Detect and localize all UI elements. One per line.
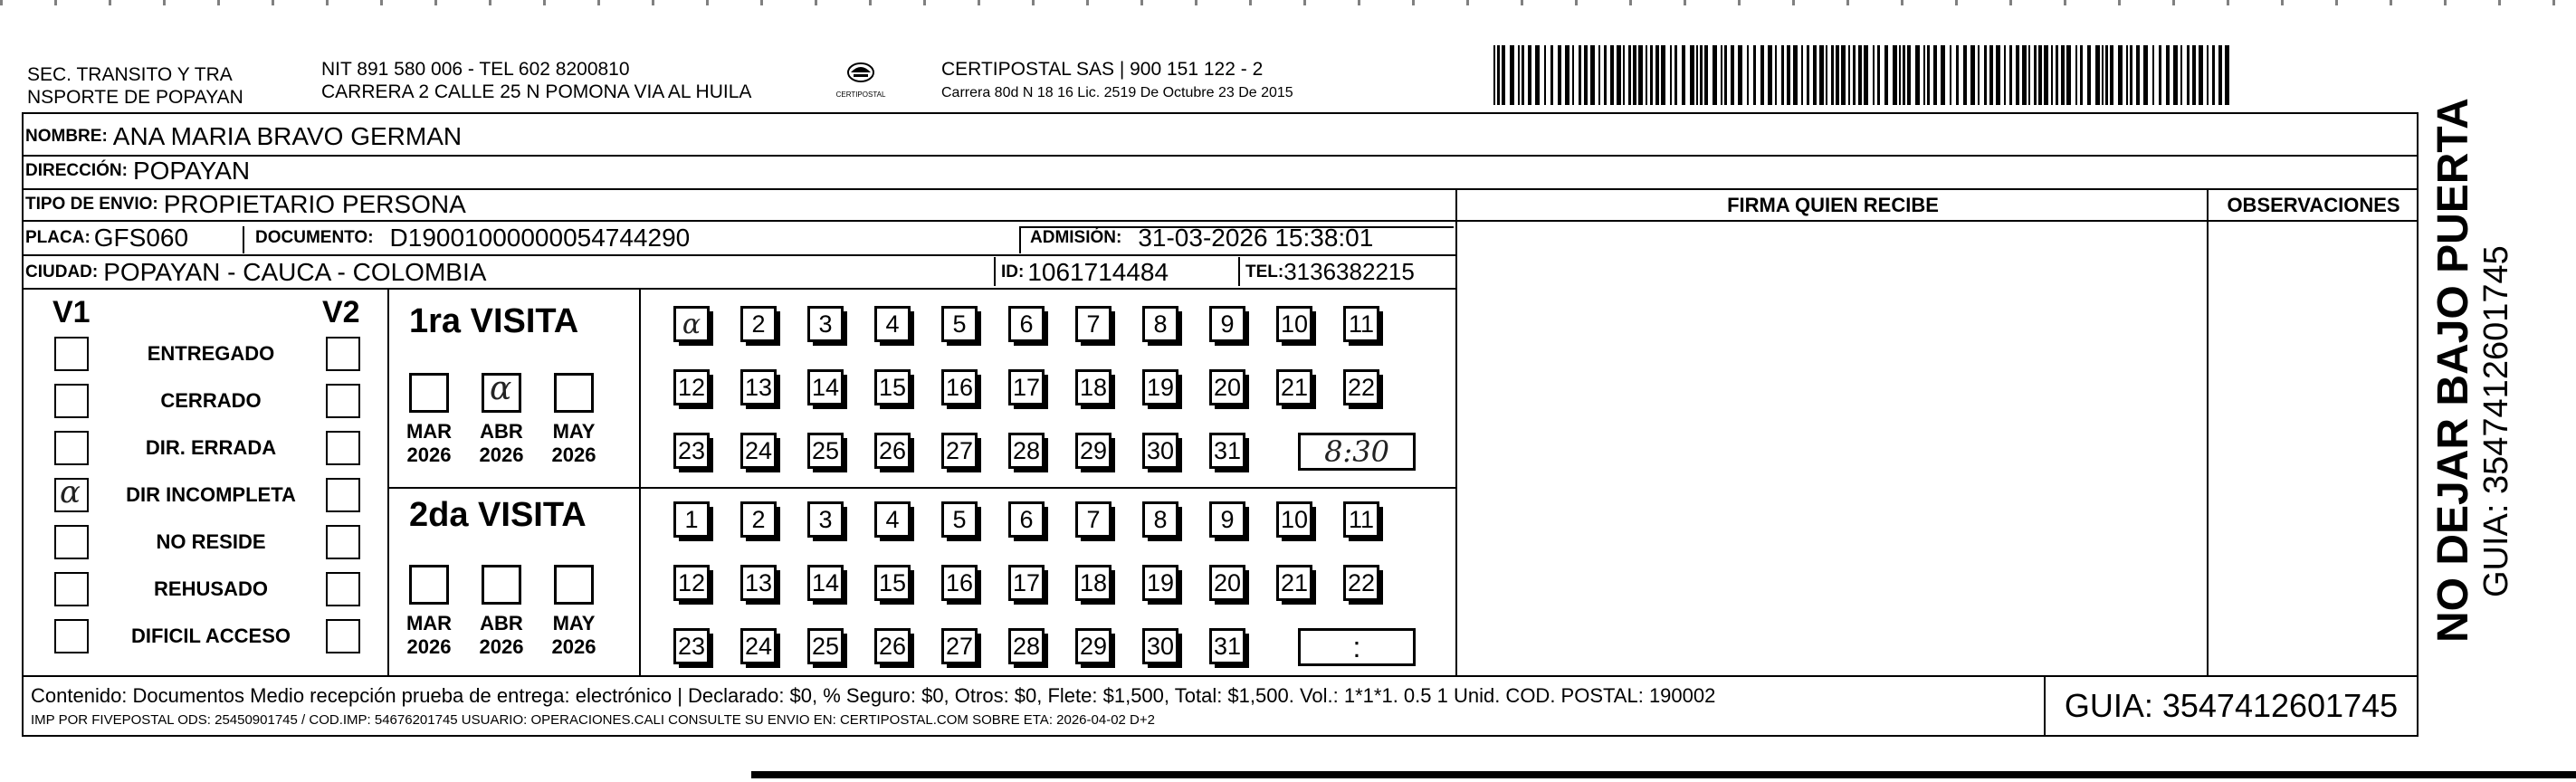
footer-imp: IMP POR FIVEPOSTAL ODS: 25450901745 / COD.IMP: 54676201745 USUARIO: OPERACIONES.CALI CONSULTE SU ENVIO EN: CERTIPOSTAL.COM SOBRE ETA: 2026-04-02 D+2 bbox=[31, 712, 1155, 728]
v2-checkbox[interactable] bbox=[326, 619, 360, 653]
observaciones-header: OBSERVACIONES bbox=[2227, 194, 2400, 216]
month-name: MAR bbox=[405, 612, 453, 634]
v1-checkbox[interactable] bbox=[54, 572, 89, 606]
month-year: 2026 bbox=[406, 635, 452, 658]
month-label bbox=[397, 420, 461, 467]
v1-checkbox[interactable] bbox=[54, 384, 89, 418]
side-title: NO DEJAR BAJO PUERTA bbox=[2429, 98, 2477, 643]
day-box[interactable]: 5 bbox=[941, 306, 978, 342]
day-box[interactable]: 16 bbox=[941, 565, 978, 601]
day-box[interactable]: 10 bbox=[1276, 306, 1312, 342]
day-box[interactable]: 22 bbox=[1343, 369, 1379, 405]
sender-line1: SEC. TRANSITO Y TRA bbox=[27, 64, 233, 85]
divider bbox=[22, 288, 1457, 290]
month-year: 2026 bbox=[551, 635, 596, 658]
time-box[interactable] bbox=[1298, 628, 1416, 666]
tipo-row bbox=[25, 189, 466, 219]
day-box[interactable]: 23 bbox=[673, 433, 710, 469]
month-year: 2026 bbox=[479, 635, 524, 658]
day-box[interactable]: 11 bbox=[1343, 501, 1379, 538]
month-checkbox[interactable] bbox=[482, 370, 521, 413]
firma-left-border bbox=[1455, 188, 1457, 677]
v1-checkbox[interactable] bbox=[54, 525, 89, 559]
v2-checkbox[interactable] bbox=[326, 384, 360, 418]
sender-block bbox=[27, 63, 243, 109]
v1-checkbox[interactable] bbox=[54, 619, 89, 653]
month-name: MAY bbox=[552, 420, 596, 443]
scan-edge-top bbox=[0, 0, 2576, 5]
time-box[interactable] bbox=[1298, 433, 1416, 471]
day-box[interactable]: 31 bbox=[1209, 433, 1245, 469]
month-checkbox[interactable] bbox=[482, 565, 521, 605]
nit-line: NIT 891 580 006 - TEL 602 8200810 bbox=[321, 59, 630, 80]
sender-line2: NSPORTE DE POPAYAN bbox=[27, 87, 243, 108]
day-box[interactable]: 14 bbox=[807, 565, 844, 601]
side-guia: GUIA: 3547412601745 bbox=[2477, 245, 2515, 597]
month-label bbox=[542, 420, 606, 467]
placa-row bbox=[25, 223, 188, 253]
month-year: 2026 bbox=[479, 443, 524, 466]
v1-label: V1 bbox=[52, 295, 91, 329]
footer-contenido: Contenido: Documentos Medio recepción prueba de entrega: electrónico | Declarado: $0, % Seguro: $0, Otros: $0, Flete: $1,500, Total: $1,500. Vol.: 1*1*1. 0.5 1 Unid. COD. POSTAL: 190002 bbox=[31, 684, 1716, 707]
day-box[interactable]: 25 bbox=[807, 433, 844, 469]
divider bbox=[243, 226, 244, 253]
observaciones-left-border bbox=[2207, 188, 2209, 677]
placa-label: PLACA: bbox=[25, 227, 91, 247]
day-box[interactable]: 13 bbox=[740, 565, 777, 601]
status-option-label: DIR. ERRADA bbox=[145, 436, 277, 459]
day-box[interactable]: 7 bbox=[1075, 501, 1111, 538]
documento-label: DOCUMENTO: bbox=[255, 227, 374, 247]
day-box[interactable]: 14 bbox=[807, 369, 844, 405]
divider bbox=[22, 155, 2419, 157]
day-box[interactable]: 9 bbox=[1209, 306, 1245, 342]
status-right-border bbox=[387, 290, 389, 677]
month-label bbox=[397, 612, 461, 659]
day-box[interactable]: 20 bbox=[1209, 565, 1245, 601]
status-option-label: DIFICIL ACCESO bbox=[130, 625, 291, 647]
day-box[interactable]: 26 bbox=[874, 628, 911, 664]
documento-value: D19001000000054744290 bbox=[389, 223, 691, 252]
v1-checkbox[interactable] bbox=[54, 474, 89, 512]
logo-text: CERTIPOSTAL bbox=[835, 91, 886, 99]
day-box[interactable]: 2 bbox=[740, 501, 777, 538]
month-name: ABR bbox=[480, 420, 523, 443]
day-box[interactable]: 27 bbox=[941, 628, 978, 664]
day-box[interactable]: 21 bbox=[1276, 565, 1312, 601]
divider bbox=[22, 254, 1457, 256]
day-box[interactable]: 28 bbox=[1008, 433, 1045, 469]
status-option-label: NO RESIDE bbox=[156, 530, 266, 553]
admision-row bbox=[1030, 223, 1373, 253]
status-option-label: CERRADO bbox=[160, 389, 262, 412]
day-box[interactable]: 17 bbox=[1008, 369, 1045, 405]
divider bbox=[22, 220, 2419, 222]
direccion-row bbox=[25, 156, 250, 186]
day-box[interactable]: 12 bbox=[673, 369, 710, 405]
day-box[interactable]: 4 bbox=[874, 501, 911, 538]
admision-label: ADMISIÓN: bbox=[1030, 227, 1122, 247]
tel-value: 3136382215 bbox=[1283, 258, 1415, 285]
day-box[interactable]: 30 bbox=[1142, 433, 1178, 469]
divider bbox=[994, 257, 996, 286]
visit1-title: 1ra VISITA bbox=[409, 302, 579, 340]
day-box[interactable]: 3 bbox=[807, 501, 844, 538]
time-value: 8:30 bbox=[1324, 434, 1389, 469]
address-line: CARRERA 2 CALLE 25 N POMONA VIA AL HUILA bbox=[321, 81, 752, 102]
ciudad-row bbox=[25, 257, 486, 287]
month-name: ABR bbox=[480, 612, 523, 634]
divider bbox=[639, 290, 641, 487]
day-box[interactable]: 27 bbox=[941, 433, 978, 469]
status-option-label: DIR INCOMPLETA bbox=[126, 483, 296, 506]
day-box[interactable]: 18 bbox=[1075, 565, 1111, 601]
ciudad-label: CIUDAD: bbox=[25, 262, 99, 281]
month-mark: α bbox=[490, 370, 512, 407]
v1-mark: α bbox=[60, 474, 81, 510]
day-box[interactable]: 3 bbox=[807, 306, 844, 342]
day-box[interactable]: 31 bbox=[1209, 628, 1245, 664]
day-box[interactable]: 20 bbox=[1209, 369, 1245, 405]
day-box[interactable]: 10 bbox=[1276, 501, 1312, 538]
month-year: 2026 bbox=[551, 443, 596, 466]
sender-contact bbox=[321, 58, 751, 103]
day-box[interactable]: 8 bbox=[1142, 501, 1178, 538]
admision-value: 31-03-2026 15:38:01 bbox=[1138, 223, 1374, 252]
v1-checkbox[interactable] bbox=[54, 337, 89, 371]
day-box[interactable]: 26 bbox=[874, 433, 911, 469]
day-box[interactable]: 5 bbox=[941, 501, 978, 538]
nombre-row bbox=[25, 121, 462, 151]
day-box[interactable]: 30 bbox=[1142, 628, 1178, 664]
time-value: : bbox=[1352, 630, 1361, 663]
day-box[interactable]: 6 bbox=[1008, 306, 1045, 342]
divider bbox=[1238, 257, 1240, 286]
day-box[interactable]: 29 bbox=[1075, 628, 1111, 664]
month-year: 2026 bbox=[406, 443, 452, 466]
day-box[interactable]: 2 bbox=[740, 306, 777, 342]
ciudad-value: POPAYAN - CAUCA - COLOMBIA bbox=[103, 257, 487, 286]
scan-edge-bottom bbox=[751, 771, 2576, 778]
month-label bbox=[470, 420, 533, 467]
company-license: Carrera 80d N 18 16 Lic. 2519 De Octubre 23 De 2015 bbox=[941, 85, 1293, 100]
footer-guia: GUIA: 3547412601745 bbox=[2064, 687, 2399, 724]
placa-value: GFS060 bbox=[93, 223, 189, 252]
day-box[interactable]: 19 bbox=[1142, 565, 1178, 601]
tipo-value: PROPIETARIO PERSONA bbox=[163, 189, 466, 218]
status-option-label: REHUSADO bbox=[154, 577, 268, 600]
day-box[interactable]: 9 bbox=[1209, 501, 1245, 538]
company-line: CERTIPOSTAL SAS | 900 151 122 - 2 bbox=[941, 59, 1264, 80]
firma-header: FIRMA QUIEN RECIBE bbox=[1727, 194, 1939, 216]
month-name: MAY bbox=[552, 612, 596, 634]
v2-checkbox[interactable] bbox=[326, 525, 360, 559]
nombre-value: ANA MARIA BRAVO GERMAN bbox=[112, 121, 463, 150]
day-box[interactable]: 21 bbox=[1276, 369, 1312, 405]
day-box[interactable]: 15 bbox=[874, 565, 911, 601]
id-label: ID: bbox=[1001, 262, 1025, 281]
day-box[interactable]: 12 bbox=[673, 565, 710, 601]
day-box[interactable] bbox=[673, 306, 710, 342]
documento-row bbox=[255, 223, 690, 253]
month-checkbox[interactable] bbox=[554, 565, 594, 605]
day-box[interactable]: 22 bbox=[1343, 565, 1379, 601]
day-box[interactable]: 6 bbox=[1008, 501, 1045, 538]
v1-checkbox[interactable] bbox=[54, 431, 89, 465]
day-box[interactable]: 18 bbox=[1075, 369, 1111, 405]
day-box[interactable]: 4 bbox=[874, 306, 911, 342]
month-name: MAR bbox=[405, 420, 453, 443]
day-mark: α bbox=[682, 308, 701, 340]
certipostal-logo bbox=[829, 54, 892, 109]
day-box[interactable]: 7 bbox=[1075, 306, 1111, 342]
tel-row bbox=[1245, 257, 1415, 287]
day-box[interactable]: 29 bbox=[1075, 433, 1111, 469]
day-box[interactable]: 23 bbox=[673, 628, 710, 664]
id-value: 1061714484 bbox=[1027, 257, 1169, 286]
barcode bbox=[1493, 45, 2236, 105]
v2-checkbox[interactable] bbox=[326, 337, 360, 371]
status-option-label: ENTREGADO bbox=[147, 342, 275, 365]
day-box[interactable]: 28 bbox=[1008, 628, 1045, 664]
v2-checkbox[interactable] bbox=[326, 431, 360, 465]
day-box[interactable]: 8 bbox=[1142, 306, 1178, 342]
month-checkbox[interactable] bbox=[554, 373, 594, 413]
v2-checkbox[interactable] bbox=[326, 572, 360, 606]
day-box[interactable]: 1 bbox=[673, 501, 710, 538]
month-checkbox[interactable] bbox=[409, 373, 449, 413]
day-box[interactable]: 24 bbox=[740, 433, 777, 469]
day-box[interactable]: 13 bbox=[740, 369, 777, 405]
id-row bbox=[1001, 257, 1169, 287]
day-box[interactable]: 25 bbox=[807, 628, 844, 664]
day-box[interactable]: 19 bbox=[1142, 369, 1178, 405]
nombre-label: NOMBRE: bbox=[25, 126, 108, 146]
direccion-value: POPAYAN bbox=[132, 156, 251, 185]
month-label bbox=[470, 612, 533, 659]
tipo-label: TIPO DE ENVIO: bbox=[25, 194, 158, 214]
tel-label: TEL: bbox=[1245, 262, 1284, 281]
visit2-title: 2da VISITA bbox=[409, 496, 587, 534]
visit-divider bbox=[387, 487, 1457, 489]
divider bbox=[639, 487, 641, 677]
day-box[interactable]: 15 bbox=[874, 369, 911, 405]
month-checkbox[interactable] bbox=[409, 565, 449, 605]
v2-label: V2 bbox=[322, 295, 360, 329]
day-box[interactable]: 17 bbox=[1008, 565, 1045, 601]
day-box[interactable]: 11 bbox=[1343, 306, 1379, 342]
v2-checkbox[interactable] bbox=[326, 478, 360, 512]
day-box[interactable]: 16 bbox=[941, 369, 978, 405]
day-box[interactable]: 24 bbox=[740, 628, 777, 664]
month-label bbox=[542, 612, 606, 659]
direccion-label: DIRECCIÓN: bbox=[25, 160, 128, 180]
